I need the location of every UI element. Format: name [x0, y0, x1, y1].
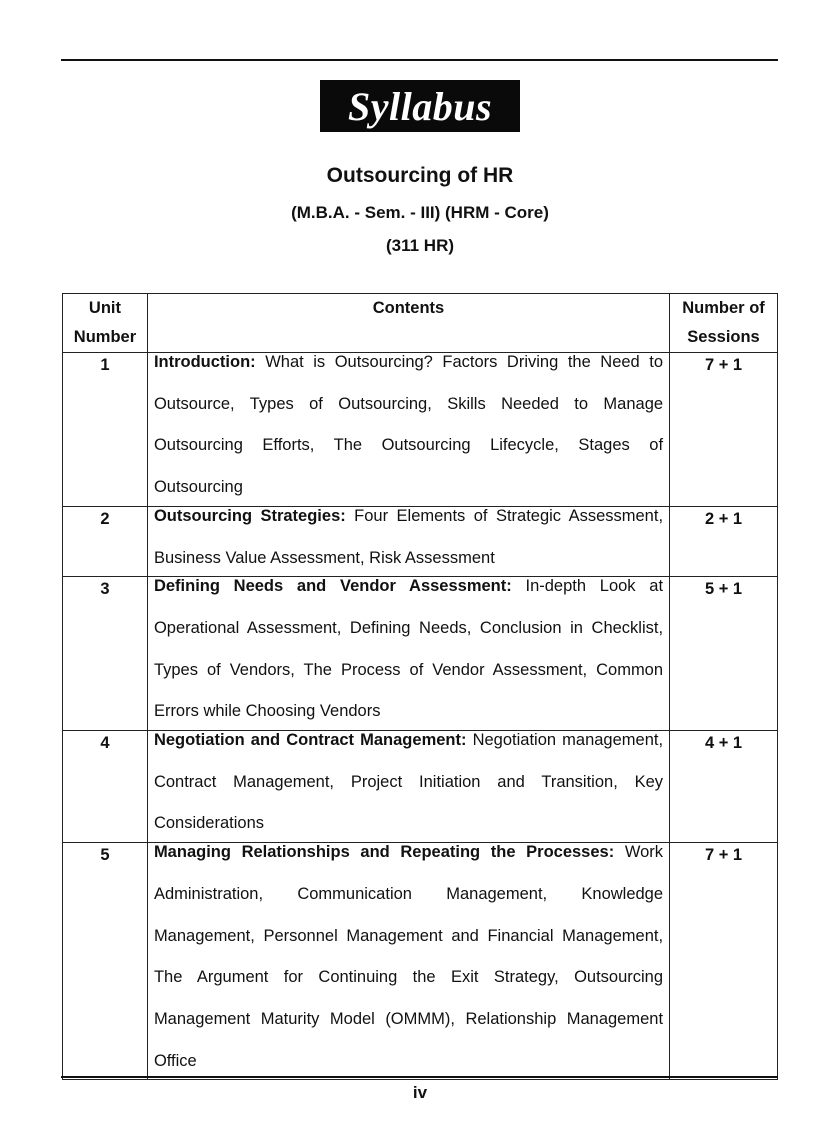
unit-sessions: 2 + 1: [670, 506, 778, 576]
table-row: [63, 731, 778, 843]
unit-body: Four Elements of Strategic Assessment, Business Value Assessment, Risk Assessment: [153, 506, 664, 567]
column-header-contents: Contents: [147, 294, 669, 353]
column-header-sessions: Number of Sessions: [670, 294, 778, 353]
page-number: iv: [412, 1083, 428, 1102]
syllabus-table: [62, 293, 778, 1080]
unit-contents: [147, 731, 669, 843]
unit-body: Work Administration, Communication Management, Knowledge Management, Personnel Management and Financial Management, The Argument for Continuing the Exit Strategy, Outsourcing Management Maturity Model (OMMM), Relationship Management Office: [153, 843, 664, 1070]
unit-number: 5: [63, 843, 148, 1080]
unit-sessions: 7 + 1: [670, 353, 778, 507]
unit-contents: [147, 843, 669, 1080]
unit-heading: Defining Needs and Vendor Assessment:: [153, 577, 512, 596]
table-row: [63, 843, 778, 1080]
unit-contents: [147, 577, 669, 731]
unit-contents: [147, 353, 669, 507]
course-code: (311 HR): [385, 236, 455, 255]
syllabus-banner: [320, 80, 520, 132]
unit-body: Negotiation management, Contract Management, Project Initiation and Transition, Key Considerations: [153, 731, 664, 833]
course-subtitle: (M.B.A. - Sem. - III) (HRM - Core): [291, 203, 549, 222]
unit-sessions: 7 + 1: [670, 843, 778, 1080]
unit-heading: Introduction:: [153, 353, 256, 371]
unit-body: What is Outsourcing? Factors Driving the Need to Outsource, Types of Outsourcing, Skills Needed to Manage Outsourcing Efforts, The Outsourcing Lifecycle, Stages of Outsourcing: [153, 353, 664, 497]
banner-label: Syllabus: [347, 83, 493, 129]
column-header-unit: Unit Number: [63, 294, 148, 353]
unit-number: 2: [63, 506, 148, 576]
unit-heading: Outsourcing Strategies:: [153, 506, 346, 525]
unit-number: 1: [63, 353, 148, 507]
top-rule: [61, 59, 778, 61]
unit-number: 4: [63, 731, 148, 843]
bottom-rule: [61, 1076, 778, 1078]
unit-heading: Negotiation and Contract Management:: [153, 731, 467, 750]
table-row: [63, 577, 778, 731]
unit-number: 3: [63, 577, 148, 731]
unit-sessions: 4 + 1: [670, 731, 778, 843]
unit-heading: Managing Relationships and Repeating the Processes:: [153, 843, 615, 862]
unit-body: In-depth Look at Operational Assessment, Defining Needs, Conclusion in Checklist, Types of Vendors, The Process of Vendor Assessment, Common Errors while Choosing Vendors: [153, 577, 664, 721]
table-row: [63, 353, 778, 507]
unit-sessions: 5 + 1: [670, 577, 778, 731]
course-title: Outsourcing of HR: [326, 164, 514, 187]
